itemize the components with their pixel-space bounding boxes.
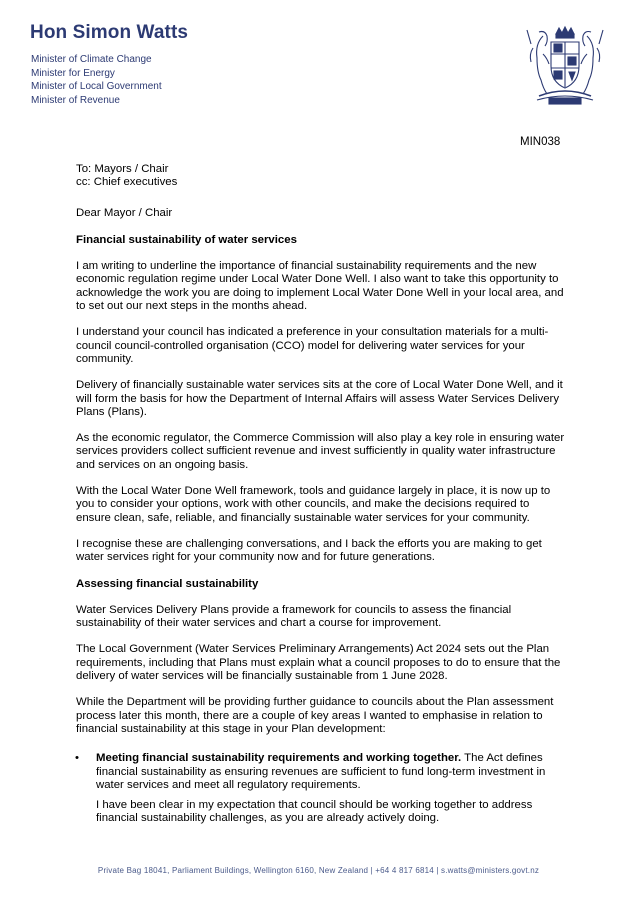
bullet-bold: Meeting financial sustainability requirements and working together. bbox=[96, 752, 462, 765]
paragraph: Water Services Delivery Plans provide a framework for councils to assess the financial sustainability of their water services and chart a course for improvement. bbox=[76, 603, 512, 630]
paragraph: With the Local Water Done Well framework, tools and guidance largely in place, it is now up to you to consider your options, work with other councils, and make the decisions required to ensure clean, safe, reliable, and financially sustainable water services for your community. bbox=[76, 485, 551, 524]
paragraph: As the economic regulator, the Commerce Commission will also play a key role in ensuring water services providers collect sufficient revenue and invest sufficiently in quality water infrastructure and services on an ongoing basis. bbox=[76, 432, 565, 471]
addressee: To: Mayors / Chair bbox=[76, 163, 169, 175]
heading-assessing: Assessing financial sustainability bbox=[76, 577, 259, 590]
salutation: Dear Mayor / Chair bbox=[76, 206, 173, 219]
role-line: Minister for Energy bbox=[31, 67, 115, 79]
reference-number: MIN038 bbox=[520, 136, 561, 148]
minister-name: Hon Simon Watts bbox=[30, 22, 189, 43]
role-line: Minister of Revenue bbox=[31, 94, 120, 106]
paragraph: Delivery of financially sustainable water services sits at the core of Local Water Done Well, and it will form the basis for how the Department of Internal Affairs will assess Water Services Delivery Plans (Plans). bbox=[76, 379, 563, 418]
paragraph: I understand your council has indicated a preference in your consultation materials for a multi-council council-controlled organisation (CCO) model for delivering water services for your community. bbox=[76, 326, 549, 365]
bullet-followup: I have been clear in my expectation that council should be working together to address financial sustainability challenges, as you are already actively doing. bbox=[96, 799, 533, 825]
bullet-item bbox=[76, 752, 566, 825]
paragraph: While the Department will be providing further guidance to councils about the Plan assessment process later this month, there are a couple of key areas I wanted to emphasise in relation to financial sustainability at this stage in your Plan development: bbox=[76, 696, 554, 735]
paragraph: I am writing to underline the importance of financial sustainability requirements and the new economic regulation regime under Local Water Done Well. I also want to take this opportunity to acknowledge the work you are doing to implement Local Water Done Well in your local area, and to set out our next steps in the months ahead. bbox=[76, 260, 564, 313]
bullet-marker: • bbox=[75, 752, 79, 765]
paragraph: The Local Government (Water Services Preliminary Arrangements) Act 2024 sets out the Plan requirements, including that Plans must explain what a council proposes to do to ensure that the delivery of water services will be financially sustainable from 1 June 2028. bbox=[76, 643, 561, 683]
bullet-rest: The Act defines financial sustainability as ensuring revenues are sufficient to fund long-term investment in water services and meet all regulatory requirements. bbox=[96, 752, 546, 791]
heading-financial-sustainability: Financial sustainability of water services bbox=[76, 233, 297, 246]
role-line: Minister of Climate Change bbox=[31, 54, 152, 65]
cc-line: cc: Chief executives bbox=[76, 176, 178, 189]
role-line: Minister of Local Government bbox=[31, 81, 162, 92]
bullet-text bbox=[96, 752, 566, 792]
paragraph: I recognise these are challenging conversations, and I back the efforts you are making to get water services right for your community now and for future generations. bbox=[76, 537, 542, 564]
minister-roles bbox=[31, 53, 162, 107]
letter-body bbox=[76, 163, 566, 826]
footer-contact: Private Bag 18041, Parliament Buildings, Wellington 6160, New Zealand | +64 4 817 6814 | s.watts@ministers.govt.nz bbox=[97, 866, 540, 875]
nz-coat-of-arms-icon bbox=[521, 24, 609, 108]
